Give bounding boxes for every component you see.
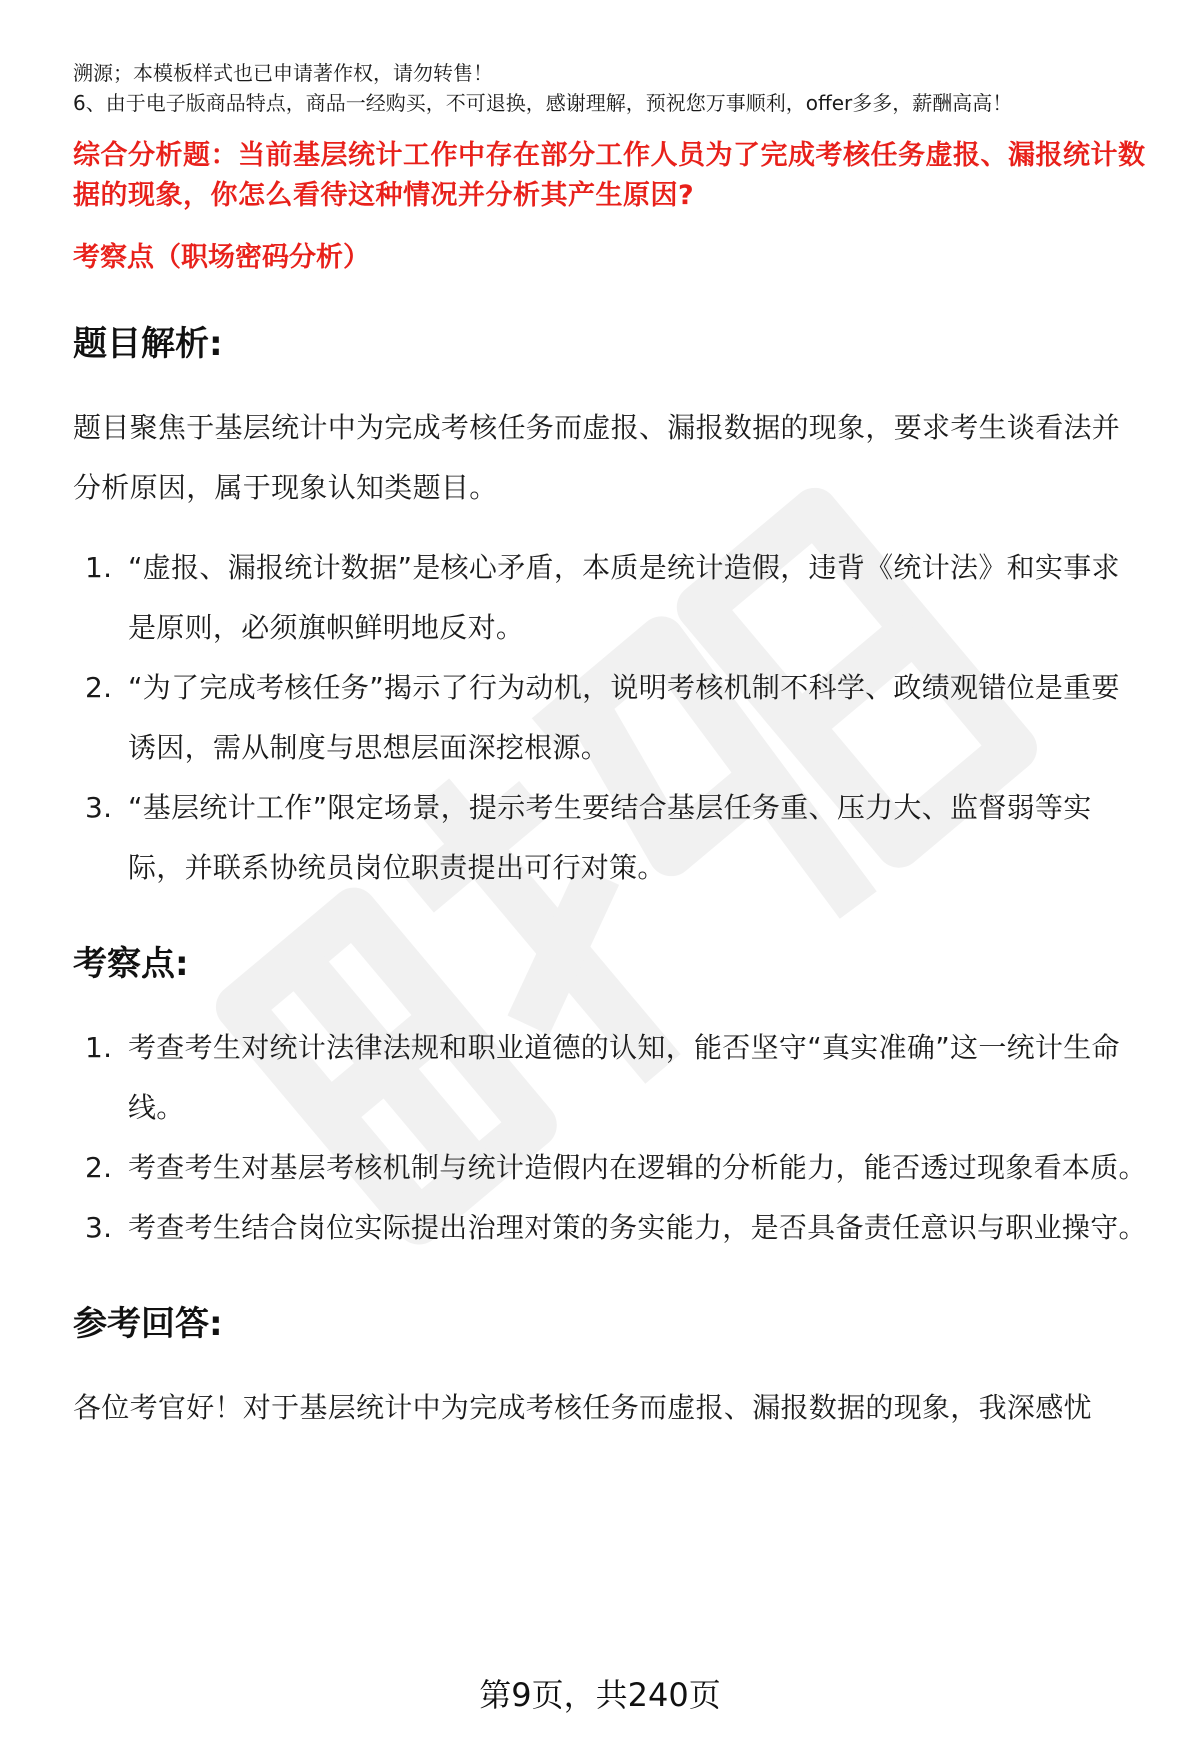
list-item-text: “为了完成考核任务”揭示了行为动机，说明考核机制不科学、政绩观错位是重要诱因，需从制度与思想层面深挖根源。 xyxy=(128,671,1120,764)
notice-line-1: 溯源；本模板样式也已申请著作权，请勿转售！ xyxy=(73,61,493,85)
analysis-heading: 题目解析: xyxy=(73,324,223,364)
examination-heading: 考察点: xyxy=(73,944,189,984)
list-item-number: 1. xyxy=(85,1031,113,1064)
examination-item xyxy=(73,1018,1148,1138)
question-title: 综合分析题：当前基层统计工作中存在部分工作人员为了完成考核任务虚报、漏报统计数据的现象，你怎么看待这种情况并分析其产生原因? xyxy=(73,140,1146,211)
examination-list xyxy=(73,1018,1148,1258)
examination-item xyxy=(73,1198,1148,1258)
list-item-text: 考查考生对基层考核机制与统计造假内在逻辑的分析能力，能否透过现象看本质。 xyxy=(128,1151,1147,1184)
analysis-list xyxy=(73,538,1148,898)
page-number-footer: 第9页，共240页 xyxy=(479,1676,721,1714)
notice-line-2: 6、由于电子版商品特点，商品一经购买，不可退换，感谢理解，预祝您万事顺利，offer多多，薪酬高高！ xyxy=(73,91,1013,115)
list-item-text: “虚报、漏报统计数据”是核心矛盾，本质是统计造假，违背《统计法》和实事求是原则，必须旗帜鲜明地反对。 xyxy=(128,551,1120,644)
analysis-item xyxy=(73,658,1148,778)
list-item-text: “基层统计工作”限定场景，提示考生要结合基层任务重、压力大、监督弱等实际，并联系协统员岗位职责提出可行对策。 xyxy=(128,791,1092,884)
analysis-item xyxy=(73,538,1148,658)
list-item-number: 2. xyxy=(85,671,113,704)
answer-heading: 参考回答: xyxy=(73,1304,223,1344)
analysis-intro: 题目聚焦于基层统计中为完成考核任务而虚报、漏报数据的现象，要求考生谈看法并分析原因，属于现象认知类题目。 xyxy=(73,411,1121,504)
list-item-number: 2. xyxy=(85,1151,113,1184)
list-item-number: 3. xyxy=(85,1211,113,1244)
list-item-number: 3. xyxy=(85,791,113,824)
document-content xyxy=(73,58,1148,1438)
exam-point-label: 考察点（职场密码分析） xyxy=(73,242,370,273)
analysis-item xyxy=(73,778,1148,898)
list-item-text: 考查考生对统计法律法规和职业道德的认知，能否坚守“真实准确”这一统计生命线。 xyxy=(128,1031,1120,1124)
answer-intro: 各位考官好！对于基层统计中为完成考核任务而虚报、漏报数据的现象，我深感忧 xyxy=(73,1391,1092,1424)
list-item-number: 1. xyxy=(85,551,113,584)
list-item-text: 考查考生结合岗位实际提出治理对策的务实能力，是否具备责任意识与职业操守。 xyxy=(128,1211,1147,1244)
examination-item xyxy=(73,1138,1148,1198)
